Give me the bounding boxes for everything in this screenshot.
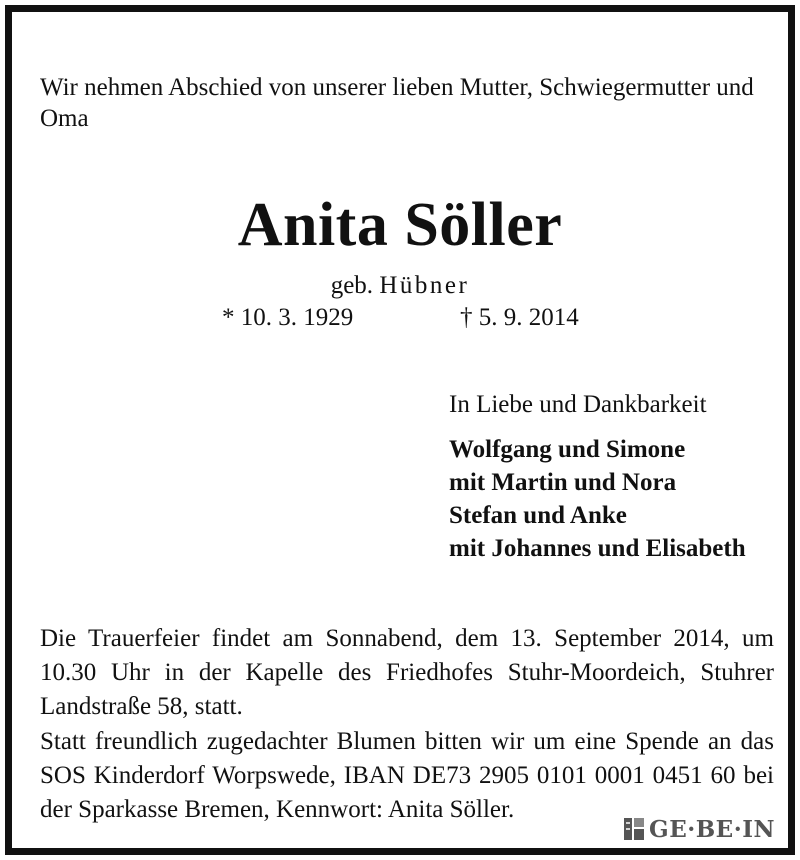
family-list	[449, 433, 746, 565]
birth-date: * 10. 3. 1929	[222, 304, 354, 331]
funeral-service-text: Die Trauerfeier findet am Sonnabend, dem 13. September 2014, um 10.30 Uhr in der Kapelle des Friedhofes Stuhr-Moordeich, Stuhrer Landstraße 58, statt.	[40, 625, 774, 720]
death-date: † 5. 9. 2014	[460, 304, 579, 331]
gebein-logo	[619, 815, 783, 843]
gebein-logo-text: GE·BE·IN	[649, 815, 775, 843]
family-member: mit Johannes und Elisabeth	[449, 535, 746, 562]
donation-text: Statt freundlich zugedachter Blumen bitten wir um eine Spende an das SOS Kinderdorf Worpswede, IBAN DE73 2905 0101 0001 0451 60 bei der Sparkasse Bremen, Kennwort: Anita Söller.	[40, 728, 774, 823]
intro-text: Wir nehmen Abschied von unserer lieben Mutter, Schwiegermutter und Oma	[40, 74, 754, 132]
thanks-line: In Liebe und Dankbarkeit	[449, 391, 707, 418]
maiden-name: Hübner	[379, 272, 470, 299]
gebein-emblem-icon	[623, 817, 645, 841]
deceased-name: Anita Söller	[237, 191, 563, 259]
maiden-name-line	[12, 272, 788, 300]
family-member: mit Martin und Nora	[449, 469, 677, 496]
obituary-frame	[5, 5, 795, 855]
maiden-prefix: geb.	[330, 272, 374, 299]
family-member: Stefan und Anke	[449, 502, 627, 529]
family-member: Wolfgang und Simone	[449, 436, 686, 463]
